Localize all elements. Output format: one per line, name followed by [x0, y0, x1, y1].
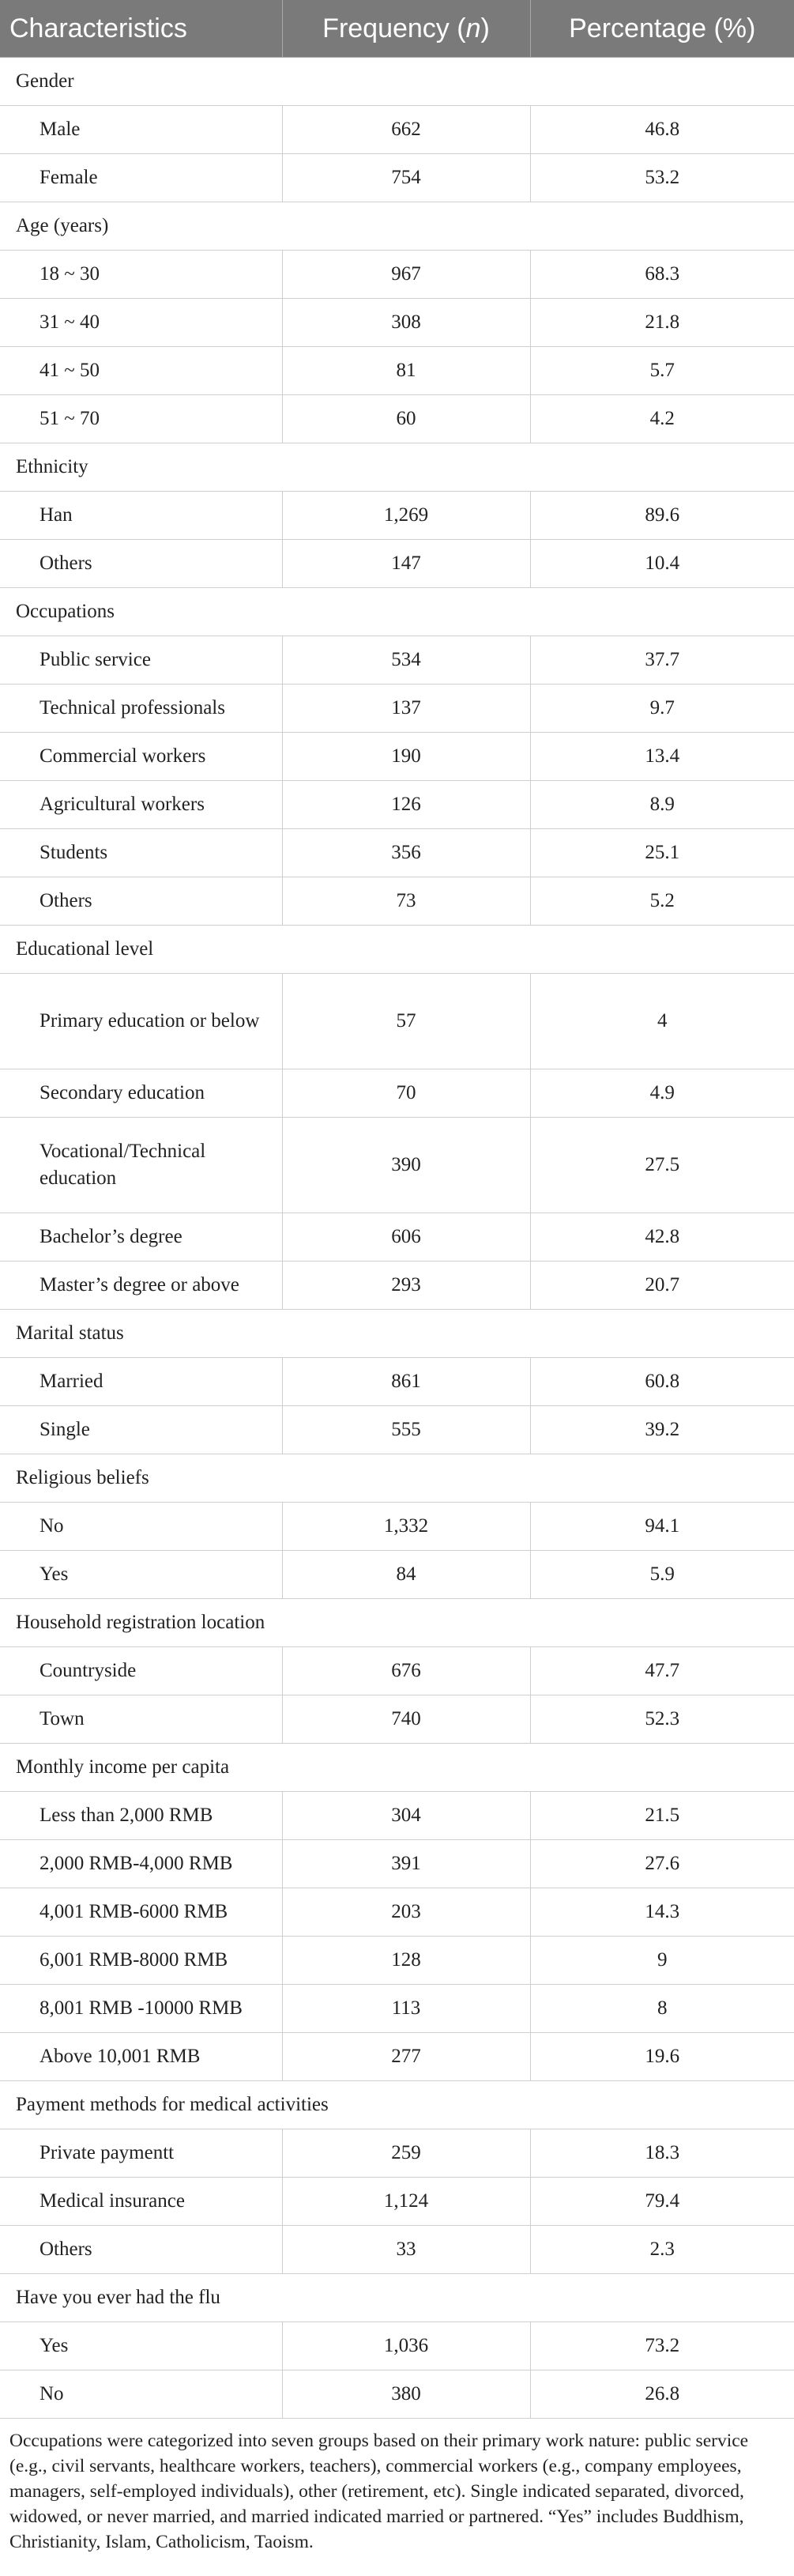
- row-percentage: 53.2: [530, 154, 794, 202]
- group-title: Household registration location: [0, 1599, 794, 1647]
- row-percentage: 27.5: [530, 1118, 794, 1213]
- group-title: Gender: [0, 58, 794, 106]
- row-frequency: 390: [282, 1118, 530, 1213]
- table-row: [0, 2226, 794, 2274]
- row-frequency: 356: [282, 829, 530, 877]
- row-frequency: 259: [282, 2129, 530, 2178]
- row-percentage: 5.2: [530, 877, 794, 926]
- row-percentage: 10.4: [530, 540, 794, 588]
- table-row: [0, 636, 794, 685]
- row-frequency: 391: [282, 1840, 530, 1888]
- row-percentage: 37.7: [530, 636, 794, 685]
- row-percentage: 4.2: [530, 395, 794, 443]
- row-frequency: 190: [282, 733, 530, 781]
- row-frequency: 662: [282, 106, 530, 154]
- row-label: Others: [0, 2226, 282, 2274]
- row-percentage: 21.8: [530, 299, 794, 347]
- group-title: Age (years): [0, 202, 794, 251]
- table-row: [0, 1937, 794, 1985]
- row-frequency: 1,269: [282, 492, 530, 540]
- row-frequency: 128: [282, 1937, 530, 1985]
- table-row: [0, 1069, 794, 1118]
- table-row: [0, 781, 794, 829]
- table-row: [0, 1262, 794, 1310]
- row-label: 41 ~ 50: [0, 347, 282, 395]
- table-row: [0, 299, 794, 347]
- table-row: [0, 395, 794, 443]
- group-title: Educational level: [0, 926, 794, 974]
- row-percentage: 9.7: [530, 685, 794, 733]
- row-frequency: 70: [282, 1069, 530, 1118]
- row-label: 18 ~ 30: [0, 251, 282, 299]
- row-percentage: 9: [530, 1937, 794, 1985]
- table-row: [0, 2370, 794, 2419]
- row-percentage: 27.6: [530, 1840, 794, 1888]
- row-percentage: 68.3: [530, 251, 794, 299]
- row-frequency: 861: [282, 1358, 530, 1406]
- group-row: [0, 1310, 794, 1358]
- row-frequency: 126: [282, 781, 530, 829]
- table-row: [0, 974, 794, 1069]
- header-characteristics: Characteristics: [0, 0, 282, 58]
- group-title: Ethnicity: [0, 443, 794, 492]
- row-frequency: 740: [282, 1695, 530, 1744]
- table-row: [0, 2178, 794, 2226]
- row-label: 6,001 RMB-8000 RMB: [0, 1937, 282, 1985]
- row-percentage: 42.8: [530, 1213, 794, 1262]
- row-frequency: 534: [282, 636, 530, 685]
- row-percentage: 2.3: [530, 2226, 794, 2274]
- row-frequency: 293: [282, 1262, 530, 1310]
- row-label: Technical professionals: [0, 685, 282, 733]
- row-frequency: 967: [282, 251, 530, 299]
- row-label: Above 10,001 RMB: [0, 2033, 282, 2081]
- row-percentage: 4.9: [530, 1069, 794, 1118]
- row-frequency: 277: [282, 2033, 530, 2081]
- table-row: [0, 1213, 794, 1262]
- row-label: No: [0, 1503, 282, 1551]
- row-frequency: 33: [282, 2226, 530, 2274]
- row-percentage: 5.7: [530, 347, 794, 395]
- row-percentage: 8: [530, 1985, 794, 2033]
- group-row: [0, 202, 794, 251]
- table-body: [0, 58, 794, 2419]
- table-row: [0, 1503, 794, 1551]
- table-row: [0, 1358, 794, 1406]
- row-label: Yes: [0, 1551, 282, 1599]
- table-footnote: Occupations were categorized into seven groups based on their primary work nature: public service (e.g., civil servants, healthcare workers, teachers), commercial workers (e.g., company employees, managers, self-employed individuals), other (retirement, etc). Single indicated separated, divorced, widowed, or never married, and married indicated married or partnered. “Yes” includes Buddhism, Christianity, Islam, Catholicism, Taoism.: [9, 2431, 749, 2552]
- row-frequency: 73: [282, 877, 530, 926]
- table-row: [0, 1406, 794, 1454]
- group-row: [0, 588, 794, 636]
- group-row: [0, 2081, 794, 2129]
- row-label: 8,001 RMB -10000 RMB: [0, 1985, 282, 2033]
- row-frequency: 555: [282, 1406, 530, 1454]
- group-row: [0, 1744, 794, 1792]
- row-percentage: 26.8: [530, 2370, 794, 2419]
- row-label: Primary education or below: [0, 974, 282, 1069]
- row-label: 4,001 RMB-6000 RMB: [0, 1888, 282, 1937]
- row-label: Private paymentt: [0, 2129, 282, 2178]
- row-percentage: 52.3: [530, 1695, 794, 1744]
- row-label: Han: [0, 492, 282, 540]
- row-label: Bachelor’s degree: [0, 1213, 282, 1262]
- row-percentage: 4: [530, 974, 794, 1069]
- row-percentage: 14.3: [530, 1888, 794, 1937]
- table-row: [0, 733, 794, 781]
- row-percentage: 73.2: [530, 2322, 794, 2370]
- row-percentage: 79.4: [530, 2178, 794, 2226]
- row-frequency: 57: [282, 974, 530, 1069]
- row-label: Town: [0, 1695, 282, 1744]
- row-label: Married: [0, 1358, 282, 1406]
- row-frequency: 304: [282, 1792, 530, 1840]
- row-label: Commercial workers: [0, 733, 282, 781]
- table-row: [0, 106, 794, 154]
- row-percentage: 46.8: [530, 106, 794, 154]
- table-row: [0, 1985, 794, 2033]
- row-label: Female: [0, 154, 282, 202]
- row-percentage: 39.2: [530, 1406, 794, 1454]
- row-frequency: 380: [282, 2370, 530, 2419]
- group-title: Religious beliefs: [0, 1454, 794, 1503]
- group-row: [0, 1599, 794, 1647]
- table-row: [0, 1695, 794, 1744]
- row-label: 31 ~ 40: [0, 299, 282, 347]
- row-label: Master’s degree or above: [0, 1262, 282, 1310]
- group-title: Have you ever had the flu: [0, 2274, 794, 2322]
- header-frequency: [282, 0, 530, 58]
- row-label: Secondary education: [0, 1069, 282, 1118]
- row-percentage: 21.5: [530, 1792, 794, 1840]
- row-frequency: 1,124: [282, 2178, 530, 2226]
- row-label: No: [0, 2370, 282, 2419]
- row-label: Single: [0, 1406, 282, 1454]
- group-title: Occupations: [0, 588, 794, 636]
- row-label: Others: [0, 540, 282, 588]
- group-title: Marital status: [0, 1310, 794, 1358]
- row-label: Countryside: [0, 1647, 282, 1695]
- row-percentage: 18.3: [530, 2129, 794, 2178]
- row-frequency: 676: [282, 1647, 530, 1695]
- row-frequency: 754: [282, 154, 530, 202]
- row-label: Yes: [0, 2322, 282, 2370]
- row-percentage: 25.1: [530, 829, 794, 877]
- row-frequency: 203: [282, 1888, 530, 1937]
- table-row: [0, 877, 794, 926]
- header-percentage: Percentage (%): [530, 0, 794, 58]
- header-frequency-label: Frequency (: [322, 13, 466, 43]
- row-frequency: 81: [282, 347, 530, 395]
- table-header: [0, 0, 794, 58]
- row-label: Agricultural workers: [0, 781, 282, 829]
- row-label: Medical insurance: [0, 2178, 282, 2226]
- row-frequency: 60: [282, 395, 530, 443]
- row-percentage: 5.9: [530, 1551, 794, 1599]
- header-row: [0, 0, 794, 58]
- table-row: [0, 1647, 794, 1695]
- row-label: 51 ~ 70: [0, 395, 282, 443]
- row-frequency: 137: [282, 685, 530, 733]
- row-percentage: 89.6: [530, 492, 794, 540]
- row-label: Male: [0, 106, 282, 154]
- table-row: [0, 347, 794, 395]
- table-row: [0, 2322, 794, 2370]
- group-row: [0, 2274, 794, 2322]
- group-title: Payment methods for medical activities: [0, 2081, 794, 2129]
- table-row: [0, 1118, 794, 1213]
- row-frequency: 84: [282, 1551, 530, 1599]
- table-row: [0, 685, 794, 733]
- header-frequency-close: ): [480, 13, 490, 43]
- group-row: [0, 926, 794, 974]
- row-frequency: 606: [282, 1213, 530, 1262]
- group-row: [0, 443, 794, 492]
- table-row: [0, 154, 794, 202]
- row-frequency: 1,332: [282, 1503, 530, 1551]
- group-row: [0, 58, 794, 106]
- table-row: [0, 1792, 794, 1840]
- table-row: [0, 1840, 794, 1888]
- row-label: Vocational/Technical education: [0, 1118, 282, 1213]
- row-frequency: 1,036: [282, 2322, 530, 2370]
- table-row: [0, 2129, 794, 2178]
- table-row: [0, 1888, 794, 1937]
- row-label: Less than 2,000 RMB: [0, 1792, 282, 1840]
- row-percentage: 20.7: [530, 1262, 794, 1310]
- table-row: [0, 1551, 794, 1599]
- row-percentage: 19.6: [530, 2033, 794, 2081]
- table-row: [0, 251, 794, 299]
- row-label: Students: [0, 829, 282, 877]
- row-percentage: 8.9: [530, 781, 794, 829]
- row-percentage: 60.8: [530, 1358, 794, 1406]
- table-row: [0, 2033, 794, 2081]
- row-label: Others: [0, 877, 282, 926]
- table-row: [0, 829, 794, 877]
- group-title: Monthly income per capita: [0, 1744, 794, 1792]
- table-row: [0, 492, 794, 540]
- table-row: [0, 540, 794, 588]
- header-frequency-variable: n: [465, 13, 481, 43]
- row-percentage: 47.7: [530, 1647, 794, 1695]
- row-label: Public service: [0, 636, 282, 685]
- row-percentage: 13.4: [530, 733, 794, 781]
- row-frequency: 308: [282, 299, 530, 347]
- row-label: 2,000 RMB-4,000 RMB: [0, 1840, 282, 1888]
- group-row: [0, 1454, 794, 1503]
- row-percentage: 94.1: [530, 1503, 794, 1551]
- row-frequency: 147: [282, 540, 530, 588]
- row-frequency: 113: [282, 1985, 530, 2033]
